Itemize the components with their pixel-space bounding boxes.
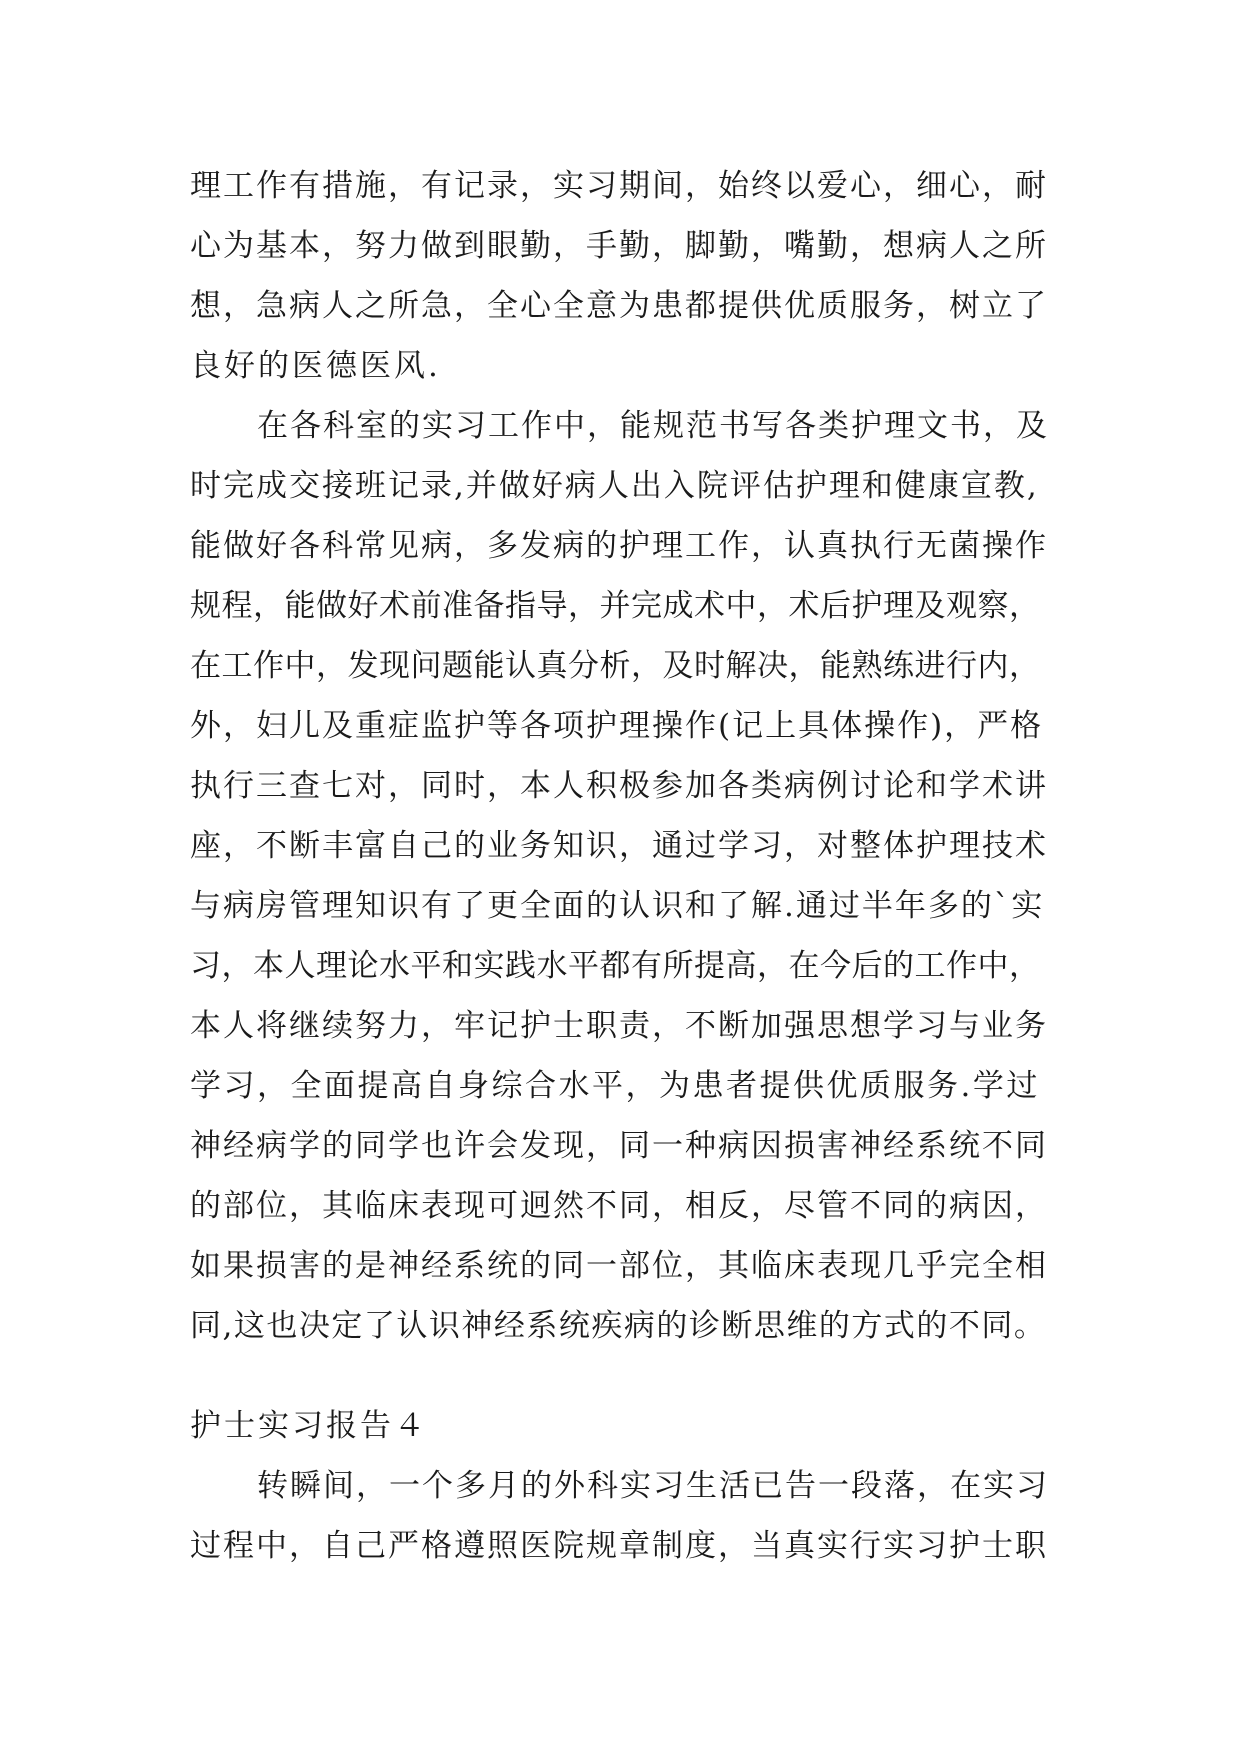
paragraph-line: 时完成交接班记录,并做好病人出入院评估护理和健康宣教,: [190, 468, 1039, 504]
paragraph-line: 理工作有措施，有记录，实习期间，始终以爱心，细心，耐: [190, 168, 1048, 204]
paragraph-line: 在各科室的实习工作中，能规范书写各类护理文书，及: [257, 408, 1049, 444]
section-title: 护士实习报告４: [190, 1408, 428, 1444]
paragraph-line: 执行三查七对，同时，本人积极参加各类病例讨论和学术讲: [190, 768, 1048, 804]
paragraph-line: 本人将继续努力，牢记护士职责，不断加强思想学习与业务: [190, 1008, 1048, 1044]
paragraph-line: 如果损害的是神经系统的同一部位，其临床表现几乎完全相: [190, 1248, 1048, 1284]
paragraph-line: 转瞬间，一个多月的外科实习生活已告一段落，在实习: [257, 1468, 1049, 1504]
paragraph-line: 想，急病人之所急，全心全意为患都提供优质服务，树立了: [190, 288, 1048, 324]
paragraph-line: 外，妇儿及重症监护等各项护理操作(记上具体操作)，严格: [190, 708, 1044, 744]
paragraph-line: 学习，全面提高自身综合水平，为患者提供优质服务.学过: [190, 1068, 1040, 1104]
paragraph-line: 能做好各科常见病，多发病的护理工作，认真执行无菌操作: [190, 528, 1048, 564]
paragraph-line: 的部位，其临床表现可迥然不同，相反，尽管不同的病因，: [190, 1188, 1048, 1224]
paragraph-line: 在工作中，发现问题能认真分析，及时解决，能熟练进行内，: [190, 648, 1041, 684]
paragraph-line: 规程，能做好术前准备指导，并完成术中，术后护理及观察，: [190, 588, 1041, 624]
paragraph-line: 良好的医德医风.: [190, 348, 441, 384]
paragraph-line: 与病房管理知识有了更全面的认识和了解.通过半年多的`实: [190, 888, 1045, 924]
paragraph-line: 同,这也决定了认识神经系统疾病的诊断思维的方式的不同。: [190, 1308, 1047, 1344]
paragraph-line: 习，本人理论水平和实践水平都有所提高，在今后的工作中，: [190, 948, 1041, 984]
paragraph-line: 心为基本，努力做到眼勤，手勤，脚勤，嘴勤，想病人之所: [190, 228, 1048, 264]
paragraph-line: 过程中，自己严格遵照医院规章制度，当真实行实习护士职: [190, 1528, 1048, 1564]
paragraph-line: 座，不断丰富自己的业务知识，通过学习，对整体护理技术: [190, 828, 1048, 864]
paragraph-line: 神经病学的同学也许会发现，同一种病因损害神经系统不同: [190, 1128, 1048, 1164]
